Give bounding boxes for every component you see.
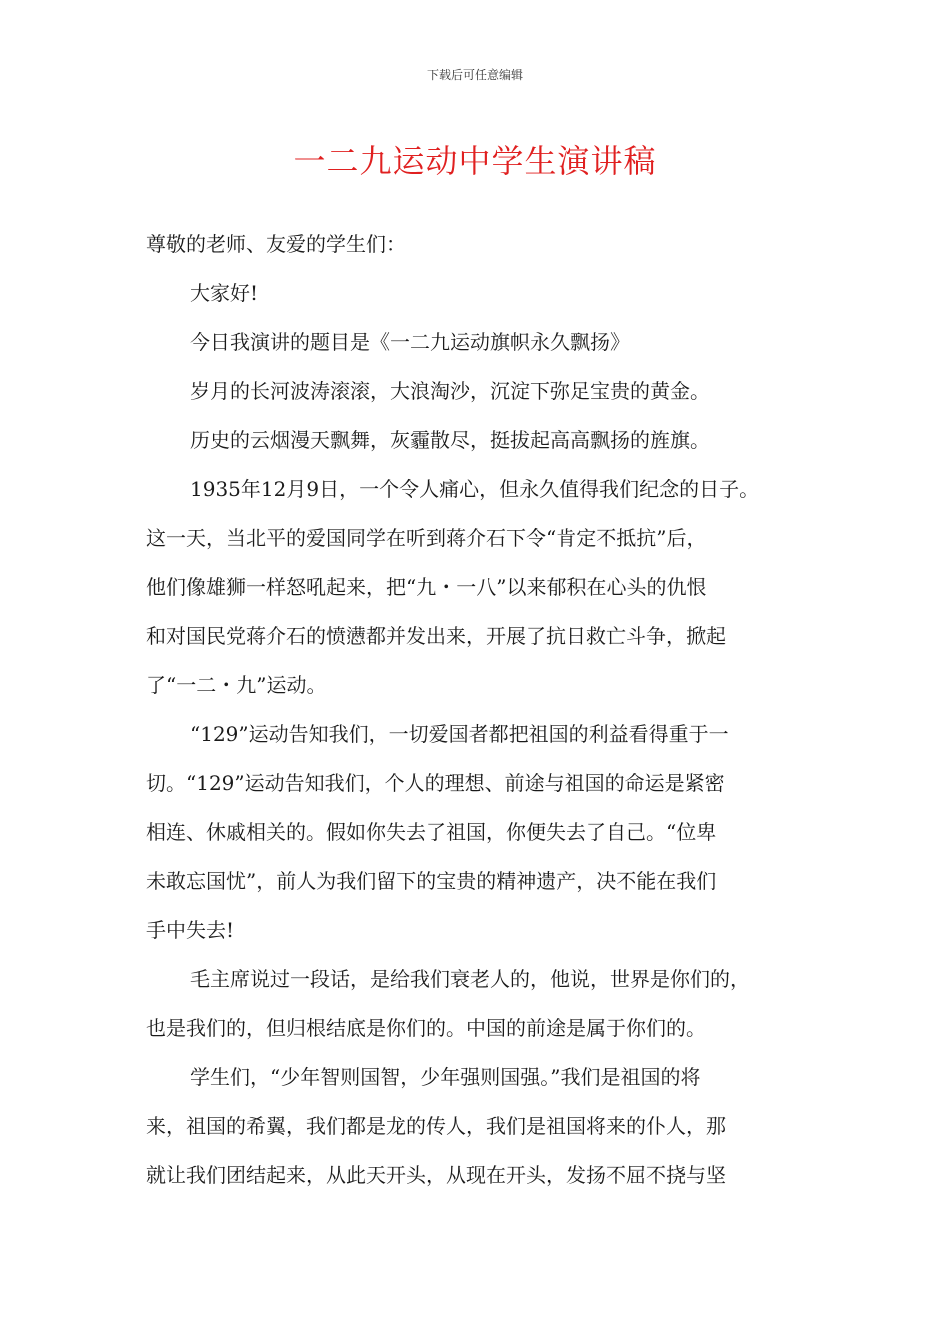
text-line: 尊敬的老师、友爱的学生们：: [146, 232, 406, 256]
text-line: 和对国民党蒋介石的愤懑都并发出来，开展了抗日救亡斗争，掀起: [146, 624, 726, 648]
text-line: 手中失去!: [146, 918, 235, 942]
text-line: 就让我们团结起来，从此天开头，从现在开头，发扬不屈不挠与坚: [146, 1163, 726, 1187]
text-line: 了“一二・九”运动。: [146, 673, 327, 697]
document-title: 一二九运动中学生演讲稿: [293, 142, 657, 180]
text-line: 1935年12月9日，一个令人痛心，但永久值得我们纪念的日子。: [190, 477, 760, 501]
text-line: 岁月的长河波涛滚滚，大浪淘沙，沉淀下弥足宝贵的黄金。: [190, 379, 710, 403]
text-line: 相连、休戚相关的。假如你失去了祖国，你便失去了自己。“位卑: [146, 820, 717, 844]
header-note: 下载后可任意编辑: [426, 68, 523, 82]
text-line: 未敢忘国忧”，前人为我们留下的宝贵的精神遗产，决不能在我们: [146, 869, 717, 893]
document-body: [146, 220, 826, 1200]
text-line: 大家好!: [190, 281, 259, 305]
text-line: 也是我们的，但归根结底是你们的。中国的前途是属于你们的。: [146, 1016, 706, 1040]
text-line: 学生们，“少年智则国智，少年强则国强。”我们是祖国的将: [190, 1065, 701, 1089]
text-line: 来，祖国的希翼，我们都是龙的传人，我们是祖国将来的仆人，那: [146, 1114, 726, 1138]
text-line: 他们像雄狮一样怒吼起来，把“九・一八”以来郁积在心头的仇恨: [146, 575, 707, 599]
text-line: 历史的云烟漫天飘舞，灰霾散尽，挺拔起高高飘扬的旌旗。: [190, 428, 710, 452]
text-line: “129”运动告知我们，一切爱国者都把祖国的利益看得重于一: [190, 722, 729, 746]
text-line: 切。“129”运动告知我们，个人的理想、前途与祖国的命运是紧密: [146, 771, 725, 795]
text-line: 这一天，当北平的爱国同学在听到蒋介石下令“肯定不抵抗”后，: [146, 526, 707, 550]
text-line: 今日我演讲的题目是《一二九运动旗帜永久飘扬》: [190, 330, 630, 354]
text-line: 毛主席说过一段话，是给我们衰老人的，他说，世界是你们的，: [190, 967, 750, 991]
